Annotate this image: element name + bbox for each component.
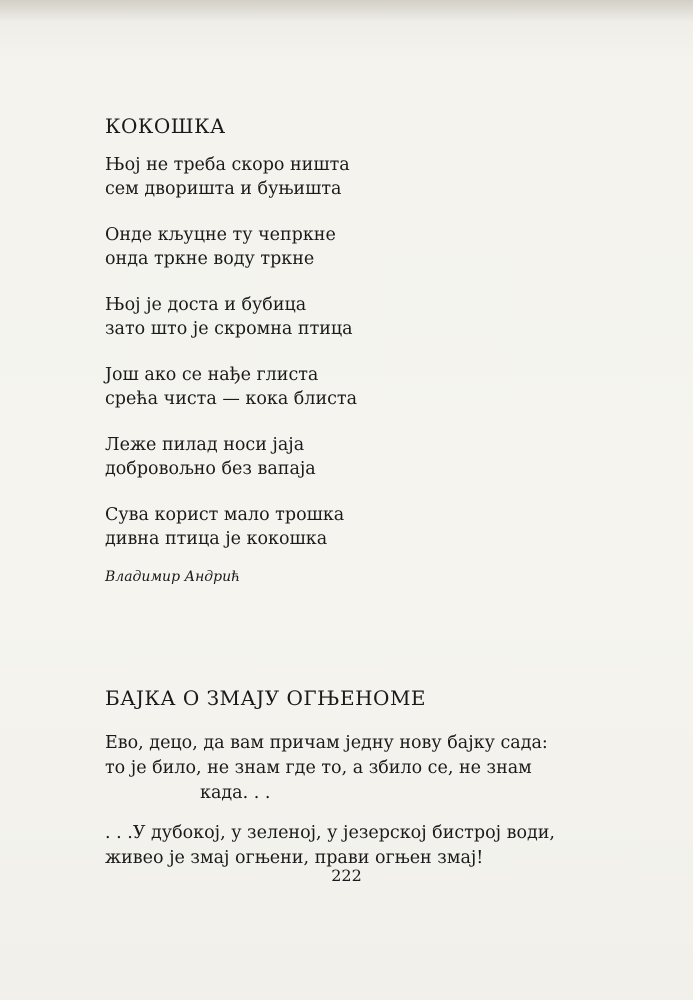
poem-line: Још ако се нађе глиста xyxy=(105,365,319,385)
poem-title: БАЈКА О ЗМАЈУ ОГЊЕНОМЕ xyxy=(105,686,427,710)
prose-line: . . .У дубокој, у зеленој, у језерској бистрој води, xyxy=(105,823,555,843)
poem-line: Њој не треба скоро ништа xyxy=(105,155,350,175)
prose-paragraph xyxy=(105,821,585,871)
stanza xyxy=(105,223,585,271)
prose-paragraph xyxy=(105,731,585,806)
stanza xyxy=(105,153,585,201)
poem-line: Леже пилад носи јаја xyxy=(105,435,305,455)
poem-line: Онде кљуцне ту чепркне xyxy=(105,225,336,245)
poem-line: дивна птица је кокошка xyxy=(105,529,328,549)
poem-line: Сува корист мало трошка xyxy=(105,505,345,525)
page-top-edge xyxy=(0,0,693,22)
poem-author: Владимир Андрић xyxy=(105,569,241,585)
poem-line: сем дворишта и буњишта xyxy=(105,179,342,199)
prose-line: то је било, не знам где то, а збило се, не знам xyxy=(105,758,532,778)
prose-section xyxy=(105,731,585,871)
poem-line: добровољно без вапаја xyxy=(105,459,316,479)
poem-line: зато што је скромна птица xyxy=(105,319,353,339)
page-number: 222 xyxy=(331,866,362,885)
prose-line: када. . . xyxy=(200,783,271,803)
stanza xyxy=(105,503,585,551)
prose-line: живео је змај огњени, прави огњен змај! xyxy=(105,848,484,868)
poem-line: онда тркне воду тркне xyxy=(105,249,315,269)
page-content xyxy=(105,113,585,886)
prose-line: Ево, децо, да вам причам једну нову бајку сада: xyxy=(105,733,548,753)
poem-line: Њој је доста и бубица xyxy=(105,295,307,315)
stanza xyxy=(105,363,585,411)
stanza xyxy=(105,433,585,481)
poem-title: КОКОШКА xyxy=(105,114,226,138)
stanza xyxy=(105,293,585,341)
poem-line: срећа чиста — кока блиста xyxy=(105,389,358,409)
